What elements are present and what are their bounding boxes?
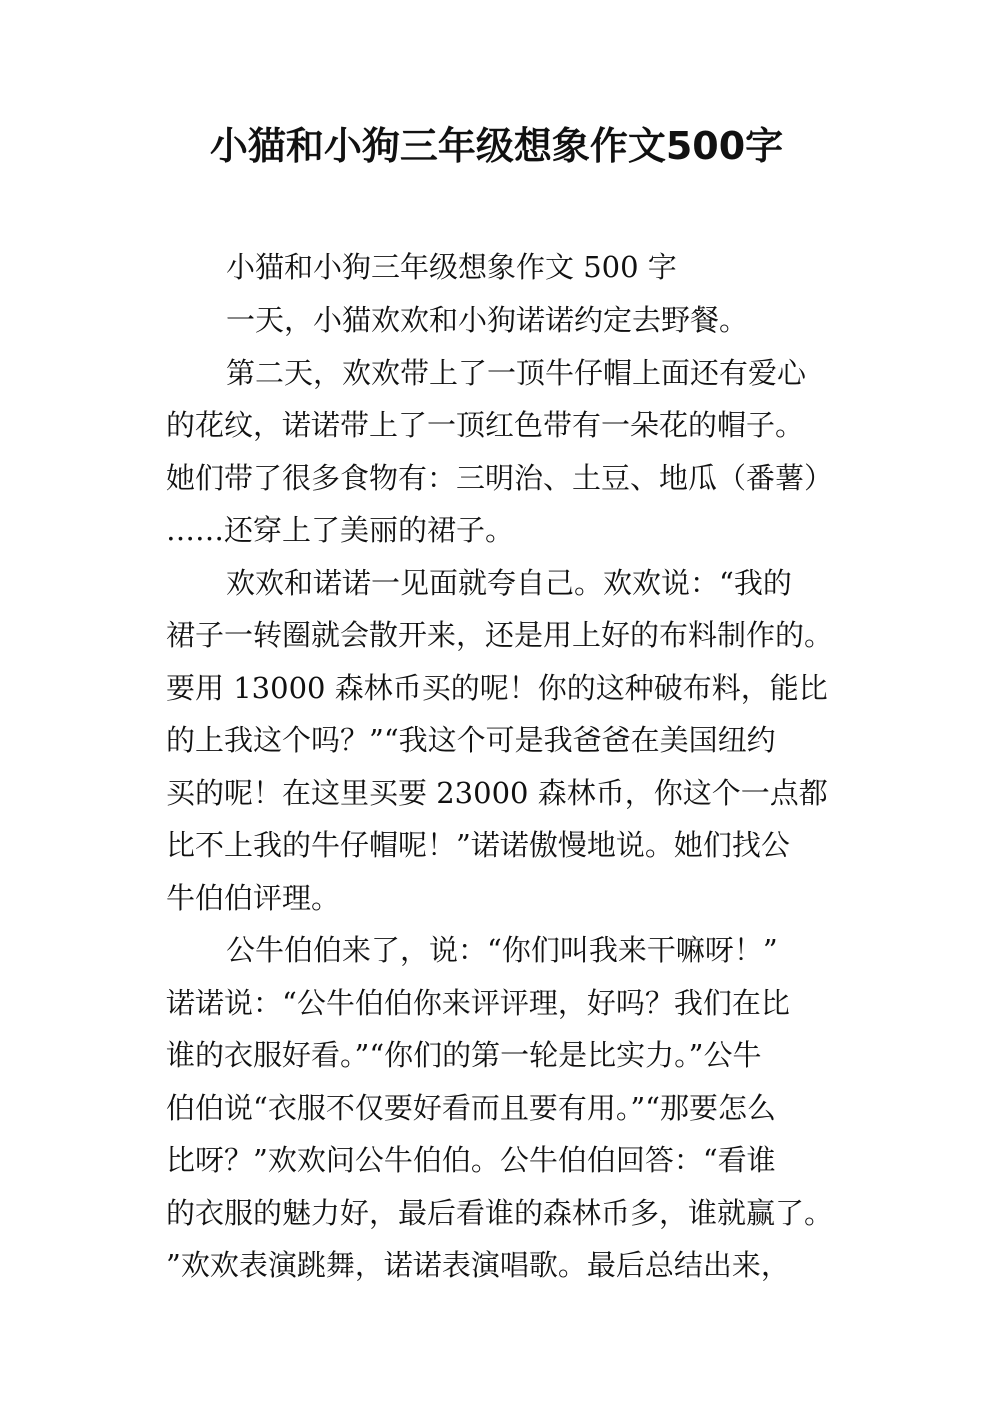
body-line: ”欢欢表演跳舞，诺诺表演唱歌。最后总结出来， (166, 1248, 790, 1282)
body-line: 的花纹，诺诺带上了一顶红色带有一朵花的帽子。 (166, 408, 805, 442)
body-line: 小猫和小狗三年级想象作文 500 字 (226, 250, 677, 284)
body-line: 公牛伯伯来了，说：“你们叫我来干嘛呀！” (226, 933, 778, 967)
body-line: 欢欢和诺诺一见面就夸自己。欢欢说：“我的 (226, 566, 792, 600)
body-line: 买的呢！在这里买要 23000 森林币，你这个一点都 (166, 776, 828, 810)
body-line: 伯伯说“衣服不仅要好看而且要有用。”“那要怎么 (166, 1091, 776, 1125)
body-line: 她们带了很多食物有：三明治、土豆、地瓜（番薯） (166, 461, 834, 495)
body-line: 牛伯伯评理。 (166, 881, 341, 915)
body-line: ……还穿上了美丽的裙子。 (166, 513, 515, 547)
body-line: 比不上我的牛仔帽呢！”诺诺傲慢地说。她们找公 (166, 828, 790, 862)
body-line: 比呀？”欢欢问公牛伯伯。公牛伯伯回答：“看谁 (166, 1143, 776, 1177)
document-title: 小猫和小狗三年级想象作文500字 (209, 124, 784, 168)
body-line: 的衣服的魅力好，最后看谁的森林币多，谁就赢了。 (166, 1196, 834, 1230)
body-line: 裙子一转圈就会散开来，还是用上好的布料制作的。 (166, 618, 834, 652)
body-line: 第二天，欢欢带上了一顶牛仔帽上面还有爱心 (226, 356, 807, 390)
body-line: 要用 13000 森林币买的呢！你的这种破布料，能比 (166, 671, 828, 705)
body-line: 谁的衣服好看。”“你们的第一轮是比实力。”公牛 (166, 1038, 762, 1072)
body-line: 的上我这个吗？”“我这个可是我爸爸在美国纽约 (166, 723, 776, 757)
body-line: 一天，小猫欢欢和小狗诺诺约定去野餐。 (226, 303, 749, 337)
body-line: 诺诺说：“公牛伯伯你来评评理，好吗？我们在比 (166, 986, 790, 1020)
